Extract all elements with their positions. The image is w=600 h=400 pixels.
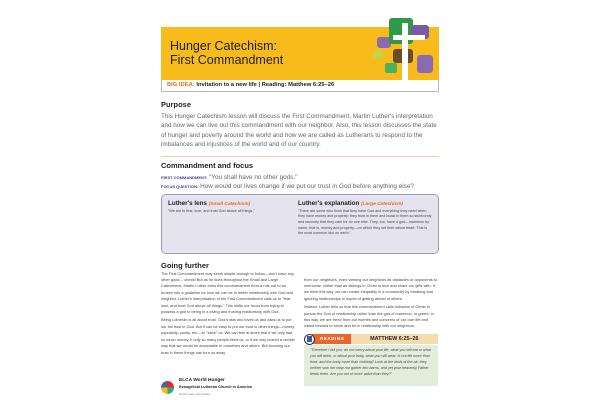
going-further-heading: Going further <box>161 260 209 270</box>
luther-box <box>161 194 439 254</box>
org-name: ELCA World Hunger <box>179 377 225 383</box>
luthers-explanation <box>298 200 432 248</box>
commandment-heading: Commandment and focus <box>161 160 254 170</box>
explanation-text: "There are some who think that they have God and everything they need when they have money and property; they trust in them and boast in them so stubbornly and securely that they care for no one else. They, too, have a god—mammon by name, that is, money and property—on which they set their whole heart. This is the most common idol on earth." <box>298 208 432 236</box>
focus-question <box>161 182 439 191</box>
title-line-1: Hunger Catechism: <box>170 39 277 53</box>
luthers-lens <box>168 200 298 248</box>
explanation-title-text: Luther's explanation <box>298 199 360 207</box>
left-column <box>161 271 295 398</box>
reading-bar <box>304 334 438 345</box>
lens-title <box>168 200 298 207</box>
title-banner <box>161 27 439 80</box>
lens-text: "We are to fear, love, and trust God above all things." <box>168 208 255 213</box>
tagline: God's work. Our hands. <box>179 391 211 396</box>
focus-question-text: How would our lives change if we put our trust in God before anything else? <box>200 182 414 190</box>
big-idea-bar <box>161 80 439 92</box>
speech-bubbles-cross-icon <box>369 15 439 80</box>
lens-title-text: Luther's lens <box>168 199 207 207</box>
explanation-title <box>298 200 432 207</box>
focus-question-label: FOCUS QUESTION: <box>161 183 199 189</box>
first-commandment-text: "You shall have no other gods." <box>209 173 298 181</box>
bible-icon <box>304 334 315 345</box>
right-column <box>304 271 438 398</box>
elca-cross-icon <box>161 381 174 394</box>
divider <box>161 156 439 157</box>
purpose-heading: Purpose <box>161 100 192 109</box>
first-commandment <box>161 173 439 182</box>
title-line-2: First Commandment <box>170 53 284 67</box>
big-idea-label: BIG IDEA: <box>167 82 195 88</box>
big-idea-text: Invitation to a new life | Reading: Matthew 6:25–26 <box>196 82 335 88</box>
elca-logo <box>161 378 295 397</box>
reading-verse: "Therefore I tell you, do not worry about your life, what you will eat or what you will drink, or about your body, what you will wear. Is not life more than food, and the body more than clothing? Look at the birds of the air; they neither sow nor reap nor gather into barns, and yet your heavenly Father feeds them. Are you not of more value than they?" <box>304 345 438 386</box>
paragraph: Being Lutheran is all about trust. God trusts and loves us and asks us to put our full trust in God. But it can be easy to put our trust in other things—money, popularity, vanity, etc.—to "save" us. We can feel at times that if we only had so much money, if only so many people liked us, or if we only looked a certain way that we would be acceptable to ourselves and others. But focusing our trust in these things can turn us away <box>161 317 296 355</box>
going-further-columns <box>161 271 439 398</box>
lens-source: (Small Catechism) <box>208 201 251 207</box>
paragraph: The First Commandment may seem simple enough to follow—don't have any other gods… check! But as he does throughout the Small and Large Catechisms, Martin Luther turns this commandment from a rule not to be broken into a guideline for how we can be in better relationship with God and neighbor. Luther's interpretation of the First Commandment calls us to "fear, love, and trust God above all things." This shifts our focus from trying to possess a god to being in a loving and trusting relationship with God. <box>161 270 294 315</box>
paragraph: from our neighbors, even viewing our neighbors as obstacles or opponents to overcome, rather than as siblings in Christ to love and share our gifts with. If we think this way, we can create inequality in a community by breaking and ignoring relationships in hopes of getting ahead of others. <box>304 276 438 301</box>
purpose-text: This Hunger Catechism lesson will discuss the First Commandment, Martin Luther's interpretation and how we can live out this commandment with our neighbor. Also, this lesson discusses the state of hunger and poverty around the world and how we are called as Lutherans to respond to the imbalances and injustices of the world and of our country. <box>161 113 437 149</box>
church-name: Evangelical Lutheran Church in America <box>179 385 252 390</box>
lesson-page <box>161 27 439 397</box>
reading-reference: MATTHEW 6:25–26 <box>351 334 438 344</box>
explanation-source: (Large Catechism) <box>361 201 403 207</box>
first-commandment-label: FIRST COMMANDMENT: <box>161 174 208 180</box>
paragraph: Instead, Luther tells us that this commandment calls followers of Christ to pursue the God of relationship rather than the god of mammon, or greed. In this way, we are freed from our worries and concerns of our own life and called forward to serve and be in relationship with our neighbors. <box>304 304 434 329</box>
page-title <box>170 39 283 67</box>
reading-label: READING <box>312 334 351 344</box>
